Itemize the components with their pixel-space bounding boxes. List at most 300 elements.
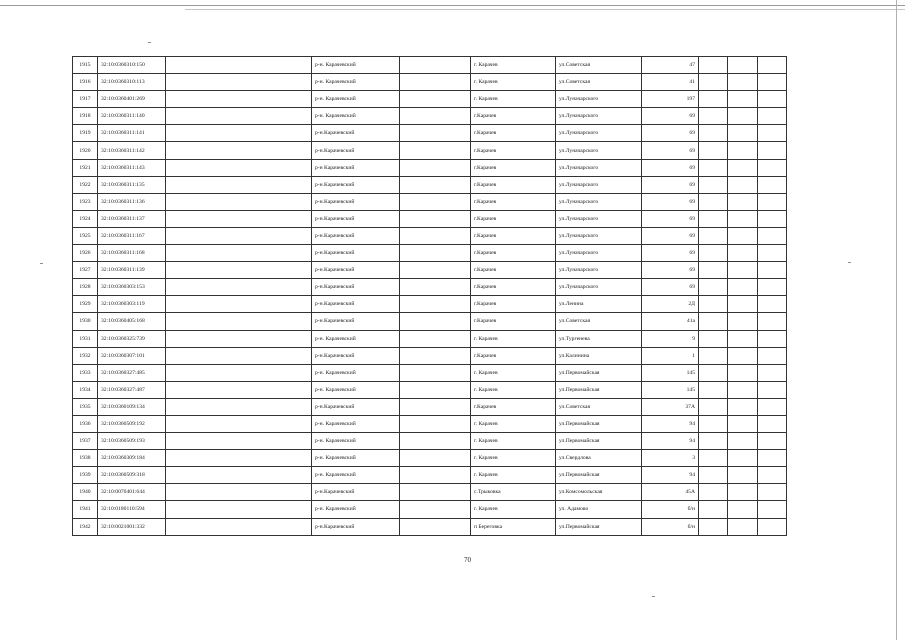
table-row (73, 415, 787, 432)
cadastral-number: 32:10:0360509:193 (98, 433, 166, 450)
street-cell: ул.Первомайская (556, 381, 642, 398)
blank-cell (166, 142, 312, 159)
district-cell: р-н. Карачевский (312, 57, 400, 74)
blank-cell (699, 245, 728, 262)
table-row (73, 364, 787, 381)
cadastral-number: 32:10:0360311:137 (98, 210, 166, 227)
blank-cell (699, 142, 728, 159)
blank-cell (728, 364, 758, 381)
blank-cell (728, 227, 758, 244)
district-cell: р-н. Карачевский (312, 381, 400, 398)
row-number: 1920 (73, 142, 98, 159)
street-cell: ул.Луначарского (556, 142, 642, 159)
table-row (73, 210, 787, 227)
district-cell: р-н.Карачевский (312, 313, 400, 330)
house-number-cell: 69 (642, 210, 699, 227)
row-number: 1933 (73, 364, 98, 381)
blank-cell (400, 330, 471, 347)
blank-cell (699, 210, 728, 227)
blank-cell (728, 91, 758, 108)
locality-cell: г. Карачев (471, 74, 556, 91)
row-number: 1937 (73, 433, 98, 450)
district-cell: р-н. Карачевский (312, 415, 400, 432)
blank-cell (699, 125, 728, 142)
row-number: 1923 (73, 193, 98, 210)
blank-cell (699, 415, 728, 432)
blank-cell (166, 227, 312, 244)
street-cell: ул.Луначарского (556, 262, 642, 279)
street-cell: ул. Адамово (556, 501, 642, 518)
blank-cell (699, 91, 728, 108)
house-number-cell: б/н (642, 501, 699, 518)
blank-cell (400, 142, 471, 159)
locality-cell: г.Карачев (471, 108, 556, 125)
cadastral-number: 32:10:0360311:167 (98, 227, 166, 244)
blank-cell (400, 381, 471, 398)
district-cell: р-н. Карачевский (312, 108, 400, 125)
blank-cell (699, 176, 728, 193)
row-number: 1926 (73, 245, 98, 262)
blank-cell (758, 484, 787, 501)
row-number: 1916 (73, 74, 98, 91)
row-number: 1939 (73, 467, 98, 484)
cadastral-number: 32:10:0180110:594 (98, 501, 166, 518)
locality-cell: г.Карачев (471, 262, 556, 279)
blank-cell (699, 364, 728, 381)
cadastral-number: 32:10:0360405:168 (98, 313, 166, 330)
district-cell: р-н. Карачевский (312, 450, 400, 467)
row-number: 1942 (73, 518, 98, 535)
district-cell: р-н. Карачевский (312, 74, 400, 91)
table-row (73, 279, 787, 296)
district-cell: р-н.Карачевский (312, 262, 400, 279)
blank-cell (400, 398, 471, 415)
table-row (73, 347, 787, 364)
district-cell: р-н Карачевский (312, 159, 400, 176)
scan-top-edge-inner (185, 9, 905, 10)
locality-cell: г.Карачев (471, 347, 556, 364)
blank-cell (728, 518, 758, 535)
table-row (73, 245, 787, 262)
street-cell: ул.Советская (556, 313, 642, 330)
blank-cell (166, 296, 312, 313)
blank-cell (699, 262, 728, 279)
table-row (73, 176, 787, 193)
row-number: 1919 (73, 125, 98, 142)
blank-cell (400, 467, 471, 484)
house-number-cell: 94 (642, 467, 699, 484)
blank-cell (166, 125, 312, 142)
blank-cell (728, 330, 758, 347)
blank-cell (728, 501, 758, 518)
district-cell: р-н.Карачевский (312, 484, 400, 501)
district-cell: р-н.Карачевский (312, 125, 400, 142)
locality-cell: г. Карачев (471, 415, 556, 432)
blank-cell (166, 433, 312, 450)
blank-cell (400, 347, 471, 364)
district-cell: р-н.Карачевский (312, 245, 400, 262)
property-register-table (72, 56, 787, 536)
blank-cell (166, 467, 312, 484)
street-cell: ул.Советская (556, 57, 642, 74)
blank-cell (166, 91, 312, 108)
locality-cell: г.Карачев (471, 210, 556, 227)
house-number-cell: 2Д (642, 296, 699, 313)
blank-cell (400, 450, 471, 467)
district-cell: р-н.Карачевский (312, 347, 400, 364)
cadastral-number: 32:10:0360310:113 (98, 74, 166, 91)
locality-cell: г.Карачев (471, 227, 556, 244)
street-cell: ул.Первомайская (556, 518, 642, 535)
blank-cell (166, 193, 312, 210)
blank-cell (758, 227, 787, 244)
cadastral-number: 32:10:0360109:134 (98, 398, 166, 415)
district-cell: р-н.Карачевский (312, 518, 400, 535)
house-number-cell: 69 (642, 193, 699, 210)
house-number-cell: 69 (642, 142, 699, 159)
row-number: 1931 (73, 330, 98, 347)
blank-cell (758, 74, 787, 91)
scan-speck (652, 596, 655, 597)
blank-cell (699, 227, 728, 244)
cadastral-number: 32:10:0360509:318 (98, 467, 166, 484)
table-row (73, 57, 787, 74)
house-number-cell: 47 (642, 57, 699, 74)
district-cell: р-н.Карачевский (312, 227, 400, 244)
blank-cell (699, 398, 728, 415)
row-number: 1941 (73, 501, 98, 518)
street-cell: ул.Луначарского (556, 176, 642, 193)
street-cell: ул.Луначарского (556, 125, 642, 142)
blank-cell (166, 176, 312, 193)
blank-cell (728, 108, 758, 125)
blank-cell (400, 125, 471, 142)
district-cell: р-н.Карачевский (312, 193, 400, 210)
blank-cell (400, 74, 471, 91)
house-number-cell: 69 (642, 245, 699, 262)
locality-cell: г. Карачев (471, 501, 556, 518)
blank-cell (166, 381, 312, 398)
locality-cell: г.Карачев (471, 279, 556, 296)
blank-cell (166, 159, 312, 176)
blank-cell (699, 57, 728, 74)
blank-cell (400, 433, 471, 450)
blank-cell (758, 415, 787, 432)
locality-cell: г.Карачев (471, 245, 556, 262)
house-number-cell: 145 (642, 364, 699, 381)
blank-cell (728, 433, 758, 450)
blank-cell (728, 262, 758, 279)
locality-cell: п Береговка (471, 518, 556, 535)
cadastral-number: 32:10:0360311:135 (98, 176, 166, 193)
blank-cell (728, 467, 758, 484)
table-row (73, 398, 787, 415)
cadastral-number: 32:10:0360307:101 (98, 347, 166, 364)
blank-cell (728, 415, 758, 432)
blank-cell (166, 484, 312, 501)
blank-cell (400, 415, 471, 432)
blank-cell (166, 330, 312, 347)
row-number: 1938 (73, 450, 98, 467)
locality-cell: г. Карачев (471, 364, 556, 381)
street-cell: ул.Луначарского (556, 245, 642, 262)
blank-cell (166, 501, 312, 518)
blank-cell (728, 74, 758, 91)
locality-cell: г. Карачев (471, 433, 556, 450)
locality-cell: г.Карачев (471, 398, 556, 415)
cadastral-number: 32:10:0360311:139 (98, 262, 166, 279)
house-number-cell: 41а (642, 313, 699, 330)
table-row (73, 467, 787, 484)
house-number-cell: 69 (642, 279, 699, 296)
blank-cell (699, 193, 728, 210)
blank-cell (758, 433, 787, 450)
blank-cell (400, 108, 471, 125)
blank-cell (166, 364, 312, 381)
blank-cell (758, 347, 787, 364)
house-number-cell: 69 (642, 125, 699, 142)
locality-cell: г.Карачев (471, 193, 556, 210)
blank-cell (758, 142, 787, 159)
locality-cell: г. Карачев (471, 91, 556, 108)
blank-cell (758, 91, 787, 108)
row-number: 1927 (73, 262, 98, 279)
blank-cell (699, 501, 728, 518)
locality-cell: г. Карачев (471, 330, 556, 347)
locality-cell: г.Карачев (471, 313, 556, 330)
row-number: 1929 (73, 296, 98, 313)
blank-cell (699, 330, 728, 347)
street-cell: ул.Луначарского (556, 91, 642, 108)
house-number-cell: 69 (642, 176, 699, 193)
blank-cell (400, 159, 471, 176)
blank-cell (728, 381, 758, 398)
blank-cell (400, 210, 471, 227)
blank-cell (166, 210, 312, 227)
scan-speck (148, 42, 151, 43)
blank-cell (400, 176, 471, 193)
blank-cell (758, 210, 787, 227)
house-number-cell: 9 (642, 330, 699, 347)
locality-cell: с.Трыковка (471, 484, 556, 501)
street-cell: ул.Первомайская (556, 364, 642, 381)
table-row (73, 433, 787, 450)
locality-cell: г. Карачев (471, 57, 556, 74)
locality-cell: г. Карачев (471, 450, 556, 467)
blank-cell (400, 262, 471, 279)
table-row (73, 330, 787, 347)
district-cell: р-н. Карачевский (312, 91, 400, 108)
cadastral-number: 32:10:0070401:644 (98, 484, 166, 501)
street-cell: ул.Первомайская (556, 467, 642, 484)
cadastral-number: 32:10:0360303:153 (98, 279, 166, 296)
street-cell: ул.Советская (556, 398, 642, 415)
house-number-cell: 37А (642, 398, 699, 415)
district-cell: р-н.Карачевский (312, 279, 400, 296)
blank-cell (166, 245, 312, 262)
table-row (73, 381, 787, 398)
cadastral-number: 32:10:0360303:119 (98, 296, 166, 313)
house-number-cell: 69 (642, 159, 699, 176)
blank-cell (758, 262, 787, 279)
blank-cell (699, 467, 728, 484)
row-number: 1925 (73, 227, 98, 244)
table-row (73, 296, 787, 313)
table-row (73, 518, 787, 535)
row-number: 1924 (73, 210, 98, 227)
cadastral-number: 32:10:0360311:143 (98, 159, 166, 176)
row-number: 1917 (73, 91, 98, 108)
street-cell: ул.Советская (556, 74, 642, 91)
table-row (73, 501, 787, 518)
blank-cell (400, 245, 471, 262)
table-row (73, 227, 787, 244)
house-number-cell: 69 (642, 262, 699, 279)
blank-cell (166, 313, 312, 330)
blank-cell (699, 313, 728, 330)
street-cell: ул.Тургенева (556, 330, 642, 347)
cadastral-number: 32:10:0021001:332 (98, 518, 166, 535)
district-cell: р-н.Карачевский (312, 142, 400, 159)
blank-cell (758, 159, 787, 176)
street-cell: ул.Луначарского (556, 108, 642, 125)
blank-cell (166, 347, 312, 364)
house-number-cell: 41 (642, 74, 699, 91)
blank-cell (728, 450, 758, 467)
blank-cell (728, 57, 758, 74)
blank-cell (758, 296, 787, 313)
blank-cell (728, 176, 758, 193)
blank-cell (699, 108, 728, 125)
district-cell: р-н. Карачевский (312, 467, 400, 484)
house-number-cell: 1 (642, 347, 699, 364)
blank-cell (728, 484, 758, 501)
table-row (73, 74, 787, 91)
blank-cell (166, 450, 312, 467)
row-number: 1936 (73, 415, 98, 432)
district-cell: р-н. Карачевский (312, 433, 400, 450)
row-number: 1934 (73, 381, 98, 398)
table-row (73, 142, 787, 159)
blank-cell (166, 262, 312, 279)
cadastral-number: 32:10:0360309:184 (98, 450, 166, 467)
locality-cell: г.Карачев (471, 125, 556, 142)
cadastral-number: 32:10:0360327:485 (98, 364, 166, 381)
blank-cell (728, 159, 758, 176)
blank-cell (758, 57, 787, 74)
row-number: 1935 (73, 398, 98, 415)
row-number: 1940 (73, 484, 98, 501)
blank-cell (758, 398, 787, 415)
blank-cell (728, 313, 758, 330)
blank-cell (400, 279, 471, 296)
blank-cell (166, 398, 312, 415)
blank-cell (166, 57, 312, 74)
blank-cell (400, 313, 471, 330)
locality-cell: г. Карачев (471, 467, 556, 484)
blank-cell (400, 364, 471, 381)
table-row (73, 108, 787, 125)
row-number: 1928 (73, 279, 98, 296)
house-number-cell: 197 (642, 91, 699, 108)
blank-cell (758, 125, 787, 142)
blank-cell (758, 467, 787, 484)
street-cell: ул.Луначарского (556, 279, 642, 296)
row-number: 1930 (73, 313, 98, 330)
blank-cell (699, 347, 728, 364)
table-row (73, 193, 787, 210)
house-number-cell: 94 (642, 415, 699, 432)
row-number: 1918 (73, 108, 98, 125)
blank-cell (758, 450, 787, 467)
street-cell: ул.Калинина (556, 347, 642, 364)
locality-cell: г.Карачев (471, 296, 556, 313)
blank-cell (758, 279, 787, 296)
table-row (73, 450, 787, 467)
scan-right-edge (896, 0, 897, 640)
blank-cell (728, 210, 758, 227)
table-row (73, 91, 787, 108)
blank-cell (166, 518, 312, 535)
blank-cell (699, 296, 728, 313)
house-number-cell: б/н (642, 518, 699, 535)
blank-cell (166, 74, 312, 91)
blank-cell (699, 518, 728, 535)
blank-cell (758, 501, 787, 518)
district-cell: р-н.Карачевский (312, 210, 400, 227)
blank-cell (400, 518, 471, 535)
street-cell: ул.Луначарского (556, 210, 642, 227)
district-cell: р-н.Карачевский (312, 176, 400, 193)
blank-cell (758, 518, 787, 535)
blank-cell (758, 381, 787, 398)
table-row (73, 125, 787, 142)
blank-cell (728, 347, 758, 364)
street-cell: ул.Первомайская (556, 433, 642, 450)
house-number-cell: 3 (642, 450, 699, 467)
blank-cell (758, 245, 787, 262)
blank-cell (400, 227, 471, 244)
street-cell: ул.Луначарского (556, 159, 642, 176)
blank-cell (699, 279, 728, 296)
street-cell: ул.Комсомольская (556, 484, 642, 501)
row-number: 1915 (73, 57, 98, 74)
house-number-cell: 45А (642, 484, 699, 501)
row-number: 1932 (73, 347, 98, 364)
district-cell: р-н. Карачевский (312, 501, 400, 518)
blank-cell (699, 484, 728, 501)
row-number: 1922 (73, 176, 98, 193)
page-number: 70 (464, 556, 471, 564)
blank-cell (400, 91, 471, 108)
scan-speck (40, 263, 43, 264)
blank-cell (728, 245, 758, 262)
street-cell: ул.Ленина (556, 296, 642, 313)
house-number-cell: 69 (642, 108, 699, 125)
cadastral-number: 32:10:0360401:269 (98, 91, 166, 108)
table-row (73, 313, 787, 330)
blank-cell (728, 398, 758, 415)
table-row (73, 262, 787, 279)
street-cell: ул.Луначарского (556, 227, 642, 244)
blank-cell (728, 296, 758, 313)
cadastral-number: 32:10:0360325:739 (98, 330, 166, 347)
street-cell: ул.Луначарского (556, 193, 642, 210)
blank-cell (400, 501, 471, 518)
row-number: 1921 (73, 159, 98, 176)
locality-cell: г.Карачев (471, 176, 556, 193)
scan-top-edge (0, 5, 905, 6)
